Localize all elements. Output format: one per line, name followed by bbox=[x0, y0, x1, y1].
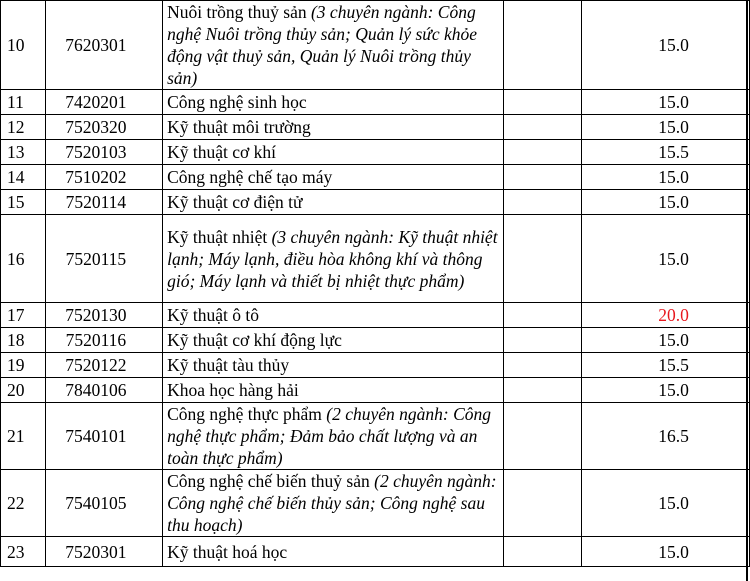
row-number: 16 bbox=[1, 215, 46, 303]
major-name-cell bbox=[163, 303, 504, 328]
major-name: Kỹ thuật cơ điện tử bbox=[167, 192, 303, 212]
benchmark-score: 20.0 bbox=[582, 303, 750, 328]
major-name: Công nghệ thực phẩm bbox=[167, 404, 322, 424]
major-name: Kỹ thuật nhiệt bbox=[167, 226, 268, 247]
benchmark-score: 15.5 bbox=[582, 353, 750, 378]
table-row bbox=[1, 90, 750, 115]
row-number: 21 bbox=[1, 403, 46, 470]
major-name-cell bbox=[163, 115, 504, 140]
benchmark-score: 15.0 bbox=[582, 1, 750, 90]
benchmark-score: 15.0 bbox=[582, 115, 750, 140]
major-code: 7520115 bbox=[45, 215, 162, 303]
benchmark-score: 15.0 bbox=[582, 328, 750, 353]
benchmark-score: 15.0 bbox=[582, 90, 750, 115]
major-code: 7520130 bbox=[45, 303, 162, 328]
table-row bbox=[1, 215, 750, 303]
row-number: 17 bbox=[1, 303, 46, 328]
major-name: Kỹ thuật tàu thủy bbox=[167, 355, 290, 375]
major-name-cell bbox=[163, 378, 504, 403]
benchmark-score: 15.0 bbox=[582, 215, 750, 303]
major-name-cell bbox=[163, 403, 504, 470]
major-code: 7510202 bbox=[45, 165, 162, 190]
row-number: 12 bbox=[1, 115, 46, 140]
major-code: 7520320 bbox=[45, 115, 162, 140]
specialization-note: (3 chuyên ngành: Công nghệ Nuôi trồng thủy sản; Quản lý sức khỏe động vật thuỷ sản, Quản lý Nuôi trồng thủy sản) bbox=[167, 2, 477, 88]
major-name: Nuôi trồng thuỷ sản bbox=[167, 2, 307, 22]
table-row bbox=[1, 1, 750, 90]
empty-cell bbox=[503, 1, 582, 90]
major-code: 7540105 bbox=[45, 470, 162, 537]
row-number: 13 bbox=[1, 140, 46, 165]
table-row bbox=[1, 537, 750, 567]
row-number: 14 bbox=[1, 165, 46, 190]
empty-cell bbox=[503, 215, 582, 303]
row-number: 11 bbox=[1, 90, 46, 115]
empty-cell bbox=[503, 140, 582, 165]
major-name: Khoa học hàng hải bbox=[167, 380, 299, 400]
major-name: Công nghệ chế tạo máy bbox=[167, 167, 333, 187]
major-code: 7840106 bbox=[45, 378, 162, 403]
major-code: 7620301 bbox=[45, 1, 162, 90]
empty-cell bbox=[503, 470, 582, 537]
benchmark-score: 15.0 bbox=[582, 165, 750, 190]
benchmark-score: 15.0 bbox=[582, 470, 750, 537]
benchmark-score: 15.0 bbox=[582, 190, 750, 215]
major-name: Kỹ thuật hoá học bbox=[167, 541, 288, 562]
major-name: Kỹ thuật ô tô bbox=[167, 305, 259, 325]
major-code: 7520114 bbox=[45, 190, 162, 215]
specialization-note: (2 chuyên ngành: Công nghệ thực phẩm; Đảm bảo chất lượng và an toàn thực phẩm) bbox=[167, 404, 492, 468]
empty-cell bbox=[503, 537, 582, 567]
empty-cell bbox=[503, 403, 582, 470]
major-code: 7520103 bbox=[45, 140, 162, 165]
empty-cell bbox=[503, 165, 582, 190]
row-number: 19 bbox=[1, 353, 46, 378]
major-name-cell bbox=[163, 1, 504, 90]
empty-cell bbox=[503, 190, 582, 215]
benchmark-score: 16.5 bbox=[582, 403, 750, 470]
empty-cell bbox=[503, 90, 582, 115]
benchmark-score: 15.0 bbox=[582, 537, 750, 567]
table-body bbox=[1, 1, 750, 567]
major-code: 7540101 bbox=[45, 403, 162, 470]
table-row bbox=[1, 165, 750, 190]
table-row bbox=[1, 353, 750, 378]
major-name: Công nghệ chế biến thuỷ sản bbox=[167, 471, 370, 491]
table-row bbox=[1, 470, 750, 537]
major-name-cell bbox=[163, 328, 504, 353]
empty-cell bbox=[503, 115, 582, 140]
row-number: 20 bbox=[1, 378, 46, 403]
row-number: 22 bbox=[1, 470, 46, 537]
row-number: 23 bbox=[1, 537, 46, 567]
major-name-cell bbox=[163, 537, 504, 567]
major-name: Kỹ thuật cơ khí động lực bbox=[167, 330, 342, 350]
table-row bbox=[1, 190, 750, 215]
table-row bbox=[1, 115, 750, 140]
benchmark-score: 15.0 bbox=[582, 378, 750, 403]
major-code: 7520301 bbox=[45, 537, 162, 567]
empty-cell bbox=[503, 328, 582, 353]
table-row bbox=[1, 140, 750, 165]
table-row bbox=[1, 303, 750, 328]
major-name-cell bbox=[163, 165, 504, 190]
major-code: 7520116 bbox=[45, 328, 162, 353]
empty-cell bbox=[503, 378, 582, 403]
major-code: 7420201 bbox=[45, 90, 162, 115]
empty-cell bbox=[503, 303, 582, 328]
right-edge-bar bbox=[746, 0, 748, 581]
major-name-cell bbox=[163, 470, 504, 537]
major-name: Công nghệ sinh học bbox=[167, 92, 307, 112]
row-number: 15 bbox=[1, 190, 46, 215]
empty-cell bbox=[503, 353, 582, 378]
major-name: Kỹ thuật môi trường bbox=[167, 117, 311, 137]
major-name-cell bbox=[163, 215, 504, 303]
specialization-note: (2 chuyên ngành: Công nghệ chế biến thủy sản; Công nghệ sau thu hoạch) bbox=[167, 471, 497, 535]
row-number: 10 bbox=[1, 1, 46, 90]
table-row bbox=[1, 403, 750, 470]
table-row bbox=[1, 378, 750, 403]
major-code: 7520122 bbox=[45, 353, 162, 378]
major-name-cell bbox=[163, 90, 504, 115]
table-row bbox=[1, 328, 750, 353]
major-name-cell bbox=[163, 190, 504, 215]
specialization-note: (3 chuyên ngành: Kỹ thuật nhiệt lạnh; Máy lạnh, điều hòa không khí và thông gió; Máy lạnh và thiết bị nhiệt thực phẩm) bbox=[167, 226, 498, 291]
row-number: 18 bbox=[1, 328, 46, 353]
major-name-cell bbox=[163, 353, 504, 378]
major-name-cell bbox=[163, 140, 504, 165]
major-name: Kỹ thuật cơ khí bbox=[167, 142, 276, 162]
benchmark-score: 15.5 bbox=[582, 140, 750, 165]
